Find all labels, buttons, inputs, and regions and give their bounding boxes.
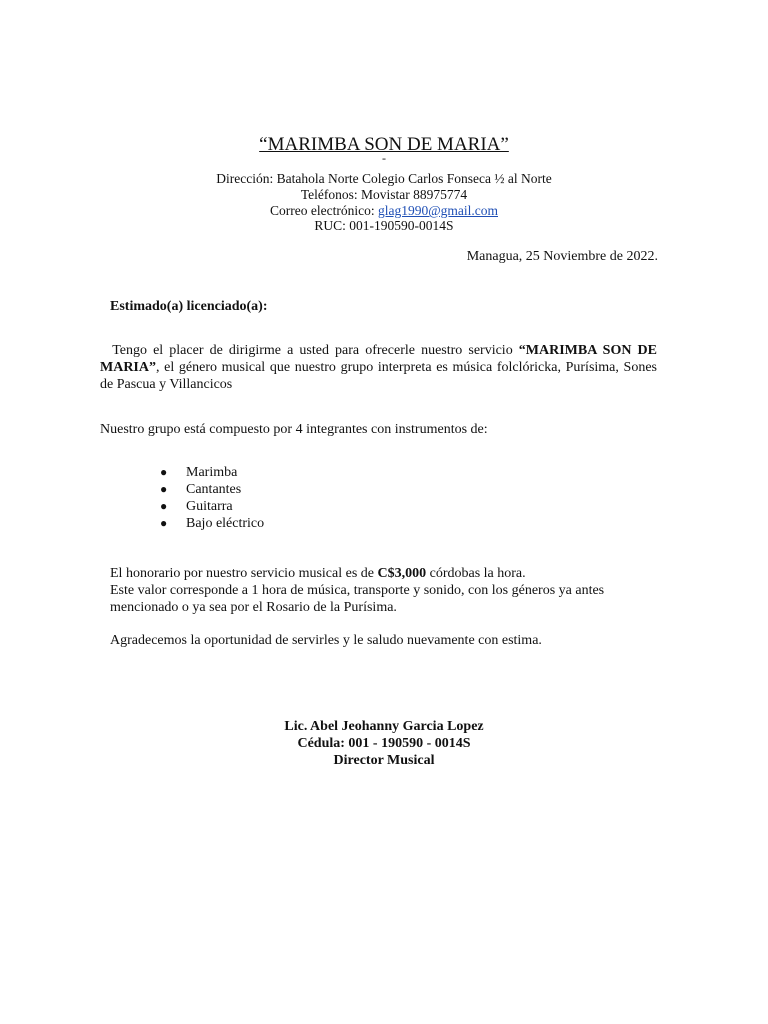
list-item: [140, 515, 264, 532]
bullet-icon: ●: [160, 482, 168, 496]
signer-role: Director Musical: [333, 753, 435, 768]
email-link[interactable]: glag1990@gmail.com: [377, 203, 498, 218]
fee-text-2: córdobas la hora.: [426, 566, 526, 581]
thanks-paragraph: Agradecemos la oportunidad de servirles y le saludo nuevamente con estima.: [110, 633, 542, 648]
list-item: [140, 464, 264, 481]
signature-block: [0, 718, 768, 769]
group-paragraph: Nuestro grupo está compuesto por 4 integrantes con instrumentos de:: [100, 422, 488, 437]
bullet-icon: ●: [160, 516, 168, 530]
phones-line: Teléfonos: Movistar 88975774: [300, 187, 468, 202]
email-line: [0, 203, 768, 219]
intro-service-name: “MARIMBA SON DE MARIA”: [100, 343, 657, 375]
intro-text-2: , el género musical que nuestro grupo interpreta es música folclóricka, Purísima, Sones de Pascua y Villancicos: [100, 360, 657, 392]
list-item: [140, 498, 264, 515]
signer-name: Lic. Abel Jeohanny Garcia Lopez: [284, 719, 484, 734]
intro-paragraph: [100, 342, 657, 393]
letterhead-title: “MARIMBA SON DE MARIA”: [259, 134, 509, 155]
title-divider: -: [382, 151, 386, 165]
instrument-label: Bajo eléctrico: [186, 516, 265, 531]
email-label: Correo electrónico:: [269, 203, 378, 218]
signer-id: Cédula: 001 - 190590 - 0014S: [297, 736, 471, 751]
fee-line-2: Este valor corresponde a 1 hora de música, transporte y sonido, con los géneros ya antes mencionado o ya sea por el Rosario de la Purísima.: [110, 583, 605, 615]
bullet-icon: ●: [160, 465, 168, 479]
greeting: Estimado(a) licenciado(a):: [110, 299, 268, 314]
instrument-list: [140, 464, 264, 532]
ruc-line: RUC: 001-190590-0014S: [314, 218, 454, 233]
letter-date: Managua, 25 Noviembre de 2022.: [466, 249, 658, 264]
fee-amount: C$3,000: [377, 566, 427, 581]
instrument-label: Cantantes: [186, 482, 242, 497]
bullet-icon: ●: [160, 499, 168, 513]
address-line: Dirección: Batahola Norte Colegio Carlos Fonseca ½ al Norte: [216, 171, 552, 186]
intro-text-1: Tengo el placer de dirigirme a usted para ofrecerle nuestro servicio: [112, 343, 519, 358]
instrument-label: Marimba: [186, 465, 238, 480]
fee-text-1: El honorario por nuestro servicio musical es de: [110, 566, 378, 581]
list-item: [140, 481, 264, 498]
fee-paragraph: [110, 565, 670, 616]
instrument-label: Guitarra: [186, 499, 233, 514]
fee-line-1: [110, 565, 670, 582]
